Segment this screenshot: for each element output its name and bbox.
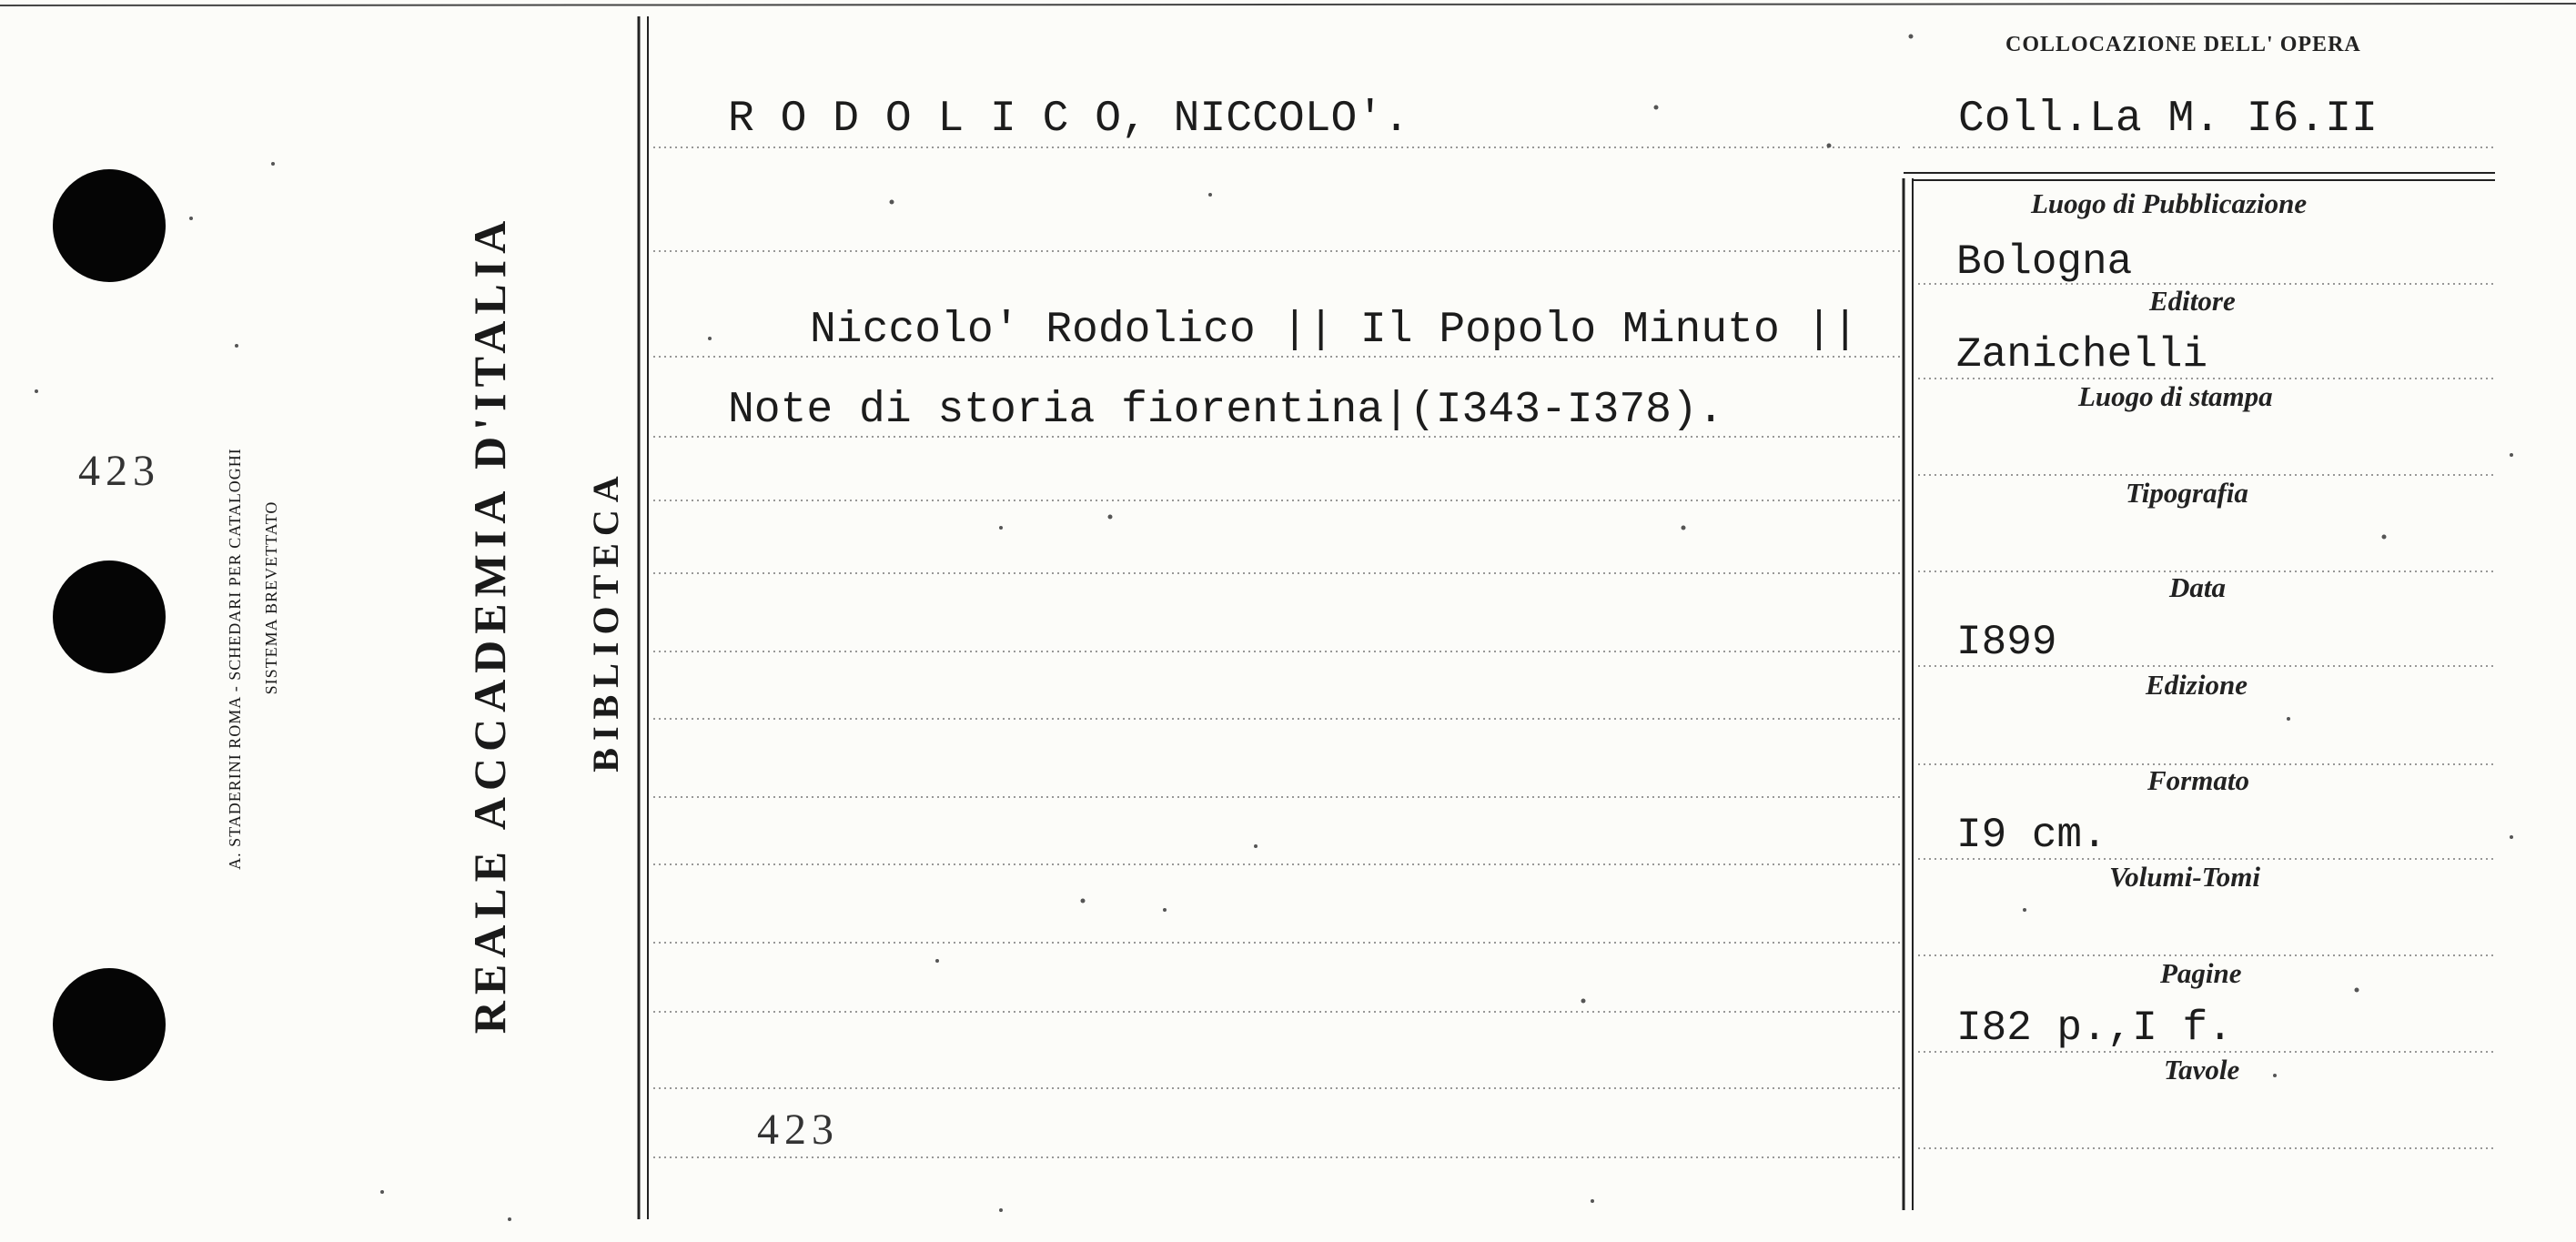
- printer-line-2: SISTEMA BREVETTATO: [262, 500, 280, 695]
- institution-name: REALE ACCADEMIA D'ITALIA: [464, 214, 515, 1035]
- label-luogo-stampa: Luogo di stampa: [2078, 380, 2273, 412]
- label-tipografia: Tipografia: [2126, 477, 2248, 509]
- label-editore: Editore: [2149, 285, 2236, 317]
- punch-hole-middle: [53, 560, 166, 673]
- library-name: BIBLIOTECA: [585, 469, 626, 772]
- title-line-1: Niccolo' Rodolico || Il Popolo Minuto ||: [810, 306, 1859, 355]
- label-edizione: Edizione: [2146, 669, 2248, 701]
- value-pagine: I82 p.,I f.: [1956, 1005, 2233, 1052]
- value-editore: Zanichelli: [1956, 331, 2208, 379]
- label-tavole: Tavole: [2164, 1054, 2240, 1085]
- title-line-2: Note di storia fiorentina|(I343-I378).: [728, 386, 1724, 435]
- label-pagine: Pagine: [2160, 957, 2242, 989]
- punch-hole-top: [53, 169, 166, 282]
- author-heading: R O D O L I C O, NICCOLO'.: [728, 95, 1409, 144]
- printer-line-1: A. STADERINI ROMA - SCHEDARI PER CATALOGHI: [226, 448, 244, 870]
- label-formato: Formato: [2147, 764, 2249, 796]
- punch-hole-bottom: [53, 968, 166, 1081]
- value-luogo-pubblicazione: Bologna: [1956, 238, 2133, 286]
- card-number-left: 423: [78, 447, 160, 495]
- value-formato: I9 cm.: [1956, 812, 2107, 859]
- label-volumi-tomi: Volumi-Tomi: [2109, 861, 2260, 893]
- label-data: Data: [2169, 571, 2226, 603]
- card-number-bottom: 423: [757, 1106, 839, 1154]
- value-data: I899: [1956, 619, 2057, 666]
- collocation-header: COLLOCAZIONE DELL' OPERA: [2005, 33, 2361, 56]
- label-luogo-pubblicazione: Luogo di Pubblicazione: [2031, 187, 2308, 219]
- shelfmark: Coll.La M. I6.II: [1958, 95, 2378, 144]
